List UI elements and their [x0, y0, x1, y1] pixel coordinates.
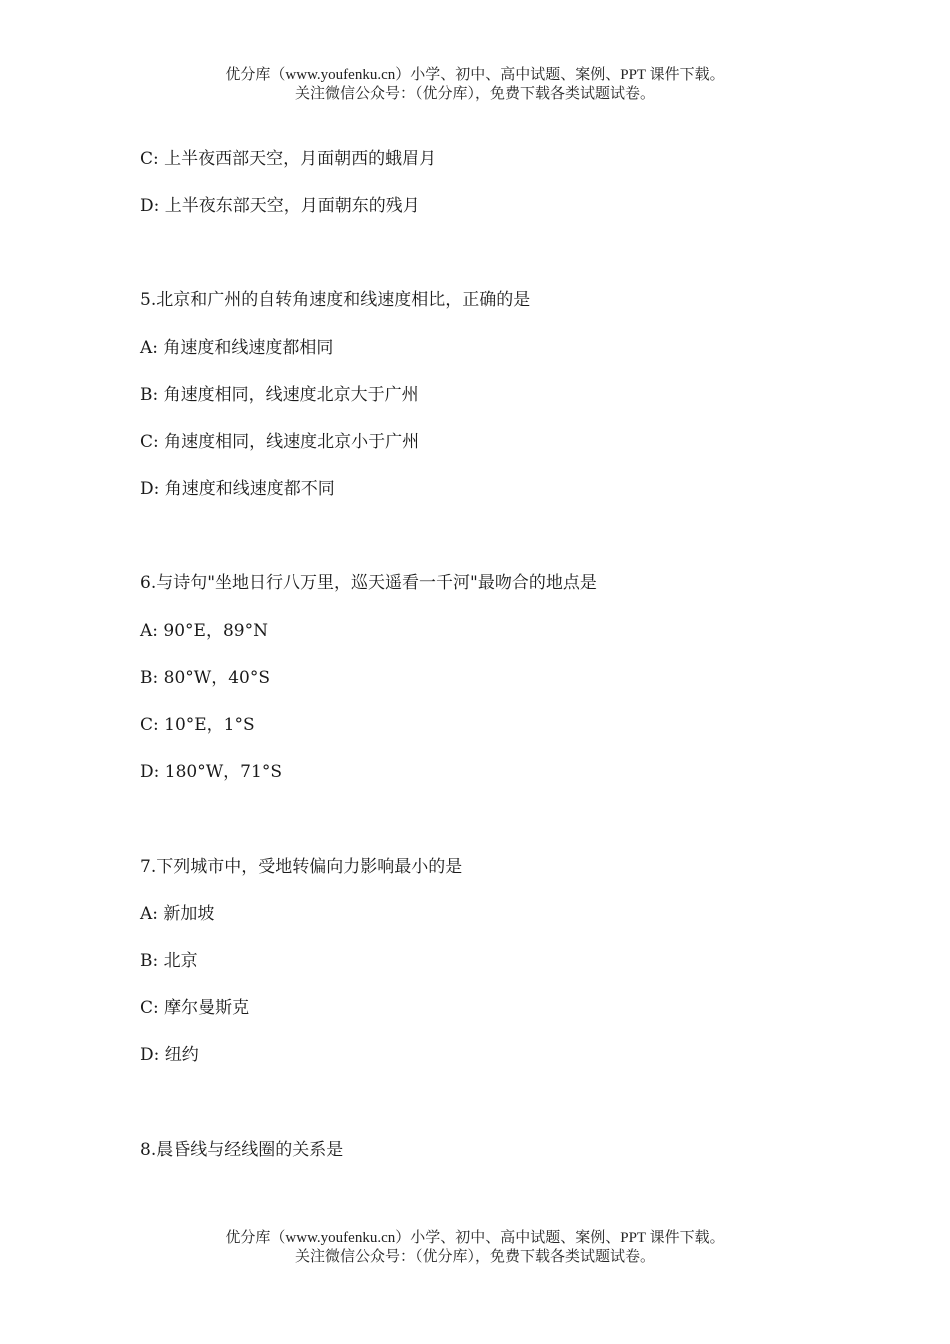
q6-option-b: B: 80°W，40°S	[140, 668, 271, 688]
q6-option-c: C: 10°E，1°S	[140, 715, 255, 735]
page-footer	[0, 1229, 950, 1267]
q5-option-a: A: 角速度和线速度都相同	[140, 338, 334, 358]
q6-option-d: D: 180°W，71°S	[140, 762, 282, 782]
footer-line-1: 优分库（www.youfenku.cn）小学、初中、高中试题、案例、PPT 课件下载。	[225, 1230, 725, 1246]
footer-line-2: 关注微信公众号：（优分库），免费下载各类试题试卷。	[294, 1249, 655, 1265]
q5-option-b: B: 角速度相同，线速度北京大于广州	[140, 385, 419, 405]
header-line-1: 优分库（www.youfenku.cn）小学、初中、高中试题、案例、PPT 课件下载。	[225, 67, 725, 83]
q5-option-d: D: 角速度和线速度都不同	[140, 479, 335, 499]
q6-option-a: A: 90°E，89°N	[140, 621, 268, 641]
q7-option-b: B: 北京	[140, 951, 198, 971]
q7-option-a: A: 新加坡	[140, 904, 215, 924]
q7-question: 7.下列城市中，受地转偏向力影响最小的是	[140, 857, 463, 877]
q4-option-d: D: 上半夜东部天空，月面朝东的残月	[140, 196, 420, 216]
q4-option-c: C: 上半夜西部天空，月面朝西的蛾眉月	[140, 149, 437, 169]
q5-question: 5.北京和广州的自转角速度和线速度相比，正确的是	[140, 290, 531, 310]
q6-question: 6.与诗句"坐地日行八万里，巡天遥看一千河"最吻合的地点是	[140, 573, 597, 593]
page-header	[0, 66, 950, 104]
q7-option-c: C: 摩尔曼斯克	[140, 998, 250, 1018]
q7-option-d: D: 纽约	[140, 1045, 199, 1065]
q8-question: 8.晨昏线与经线圈的关系是	[140, 1140, 344, 1160]
header-line-2: 关注微信公众号：（优分库），免费下载各类试题试卷。	[294, 86, 655, 102]
q5-option-c: C: 角速度相同，线速度北京小于广州	[140, 432, 420, 452]
